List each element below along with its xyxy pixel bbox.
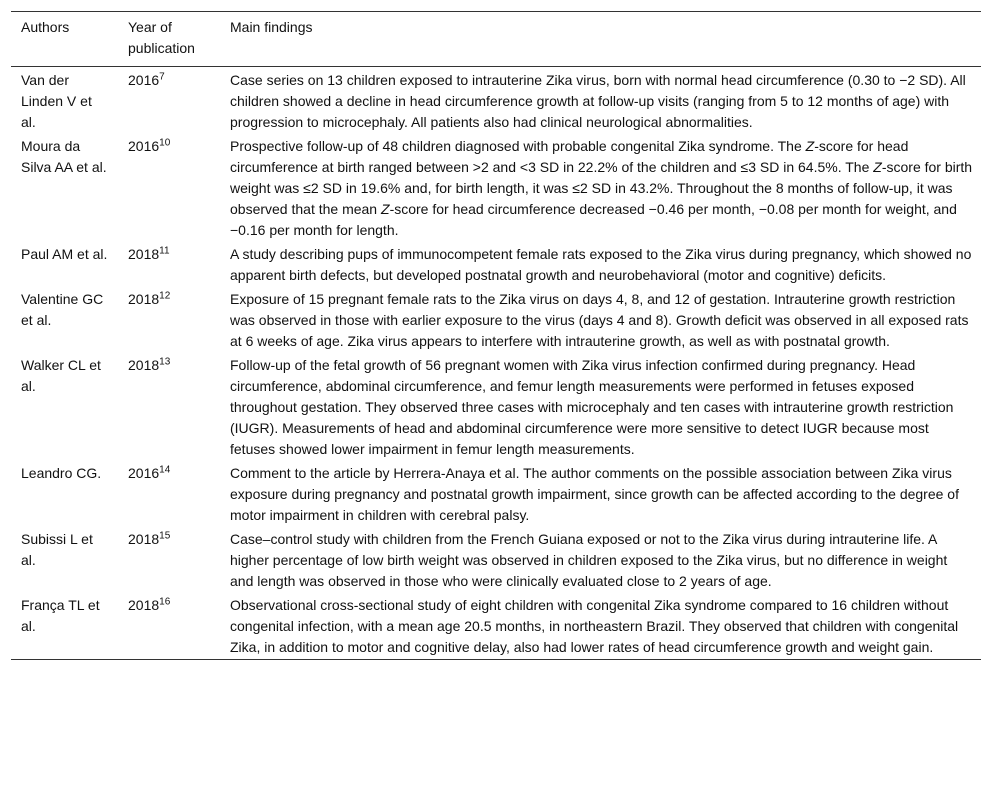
cell-year — [118, 67, 220, 135]
reference-number: 7 — [159, 71, 165, 83]
findings-text: -score for head circumference decreased −0.46 per month, −0.08 per month for weight, and −0.16 per month for length. — [230, 201, 957, 238]
header-year: Year of publication — [128, 19, 195, 56]
cell-findings — [220, 461, 981, 527]
studies-table — [11, 11, 981, 660]
reference-number: 14 — [159, 464, 171, 476]
cell-authors: França TL et al. — [21, 597, 100, 634]
cell-authors: Walker CL et al. — [21, 357, 101, 394]
header-findings: Main findings — [230, 19, 313, 35]
cell-authors: Van der Linden V et al. — [21, 72, 92, 130]
cell-authors: Paul AM et al. — [21, 246, 108, 262]
year-value: 2016 — [128, 138, 160, 154]
table-row — [11, 527, 981, 593]
cell-authors: Moura da Silva AA et al. — [21, 138, 107, 175]
cell-year — [118, 593, 220, 660]
table-row — [11, 353, 981, 461]
findings-text: -score for birth weight was ≤2 SD in 19.6% and, for birth length, it was ≤2 SD in 43.2%. Throughout the 8 months of follow-up, it was observed that the mean — [230, 159, 973, 217]
findings-text: Exposure of 15 pregnant female rats to the Zika virus on days 4, 8, and 12 of gestation. Intrauterine growth restriction was observed in those with earlier exposure to the virus (days 4 and 8). Growth deficit was observed in all exposed rats at 6 weeks of age. Zika virus appears to interfere with intrauterine growth, as well as with postnatal growth. — [230, 291, 969, 349]
reference-number: 10 — [159, 137, 171, 149]
table-row — [11, 287, 981, 353]
year-value: 2018 — [128, 246, 160, 262]
cell-authors: Subissi L et al. — [21, 531, 93, 568]
year-value: 2016 — [128, 72, 160, 88]
cell-authors: Leandro CG. — [21, 465, 102, 481]
year-value: 2018 — [128, 531, 160, 547]
reference-number: 11 — [159, 245, 170, 257]
reference-number: 16 — [159, 596, 171, 608]
findings-italic: Z — [873, 159, 882, 175]
header-authors: Authors — [21, 19, 70, 35]
table-row — [11, 134, 981, 242]
cell-year — [118, 134, 220, 242]
findings-text: Case series on 13 children exposed to intrauterine Zika virus, born with normal head circumference (0.30 to −2 SD). All children showed a decline in head circumference growth at follow-up visits (ranging from 5 to 12 months of age) with progression to microcephaly. All patients also had clinical neurological abnormalities. — [230, 72, 966, 130]
findings-text: Comment to the article by Herrera-Anaya et al. The author comments on the possible association between Zika virus exposure during pregnancy and postnatal growth impairment, since growth can be affected according to the degree of motor impairment in children with cerebral palsy. — [230, 465, 959, 523]
cell-findings — [220, 287, 981, 353]
findings-italic: Z — [381, 201, 390, 217]
table-row — [11, 242, 981, 287]
reference-number: 13 — [159, 356, 171, 368]
cell-findings — [220, 134, 981, 242]
reference-number: 15 — [159, 530, 171, 542]
findings-text: Observational cross-sectional study of eight children with congenital Zika syndrome compared to 16 children without congenital infection, with a mean age 20.5 months, in northeastern Brazil. They observed that children with congenital Zika, in addition to motor and cognitive delay, also had lower rates of head circumference growth and weight gain. — [230, 597, 959, 655]
findings-text: Case–control study with children from the French Guiana exposed or not to the Zika virus during intrauterine life. A higher percentage of low birth weight was observed in children exposed to the Zika virus, but no difference in weight and length was observed in those who were clinically evaluated close to 2 years of age. — [230, 531, 948, 589]
year-value: 2016 — [128, 465, 160, 481]
table-body — [11, 67, 981, 660]
findings-text: Follow-up of the fetal growth of 56 pregnant women with Zika virus infection confirmed during pregnancy. Head circumference, abdominal circumference, and femur length measurements were performed in fetuses exposed throughout gestation. They observed three cases with microcephaly and ten cases with intrauterine growth restriction (IUGR). Measurements of head and abdominal circumference were more sensitive to detect IUGR because most fetuses showed lower impairment in femur length measurements. — [230, 357, 954, 457]
cell-year — [118, 353, 220, 461]
findings-text: Prospective follow-up of 48 children diagnosed with probable congenital Zika syndrome. The — [230, 138, 806, 154]
table-row — [11, 67, 981, 135]
cell-findings — [220, 242, 981, 287]
year-value: 2018 — [128, 597, 160, 613]
cell-year — [118, 287, 220, 353]
table-row — [11, 593, 981, 660]
cell-authors: Valentine GC et al. — [21, 291, 104, 328]
cell-findings — [220, 67, 981, 135]
table-header — [11, 12, 981, 67]
reference-number: 12 — [159, 290, 171, 302]
cell-year — [118, 461, 220, 527]
findings-text: A study describing pups of immunocompetent female rats exposed to the Zika virus during pregnancy, which showed no apparent birth defects, but developed postnatal growth and neurobehavioral (motor and cognitive) deficits. — [230, 246, 972, 283]
studies-table-container — [11, 11, 981, 660]
year-value: 2018 — [128, 291, 160, 307]
header-row — [11, 12, 981, 67]
cell-year — [118, 242, 220, 287]
cell-findings — [220, 527, 981, 593]
findings-text: -score for head circumference at birth ranged between >2 and <3 SD in 22.2% of the children and ≤3 SD in 64.5%. The — [230, 138, 909, 175]
cell-findings — [220, 353, 981, 461]
cell-findings — [220, 593, 981, 660]
table-row — [11, 461, 981, 527]
findings-italic: Z — [805, 138, 815, 154]
cell-year — [118, 527, 220, 593]
year-value: 2018 — [128, 357, 160, 373]
